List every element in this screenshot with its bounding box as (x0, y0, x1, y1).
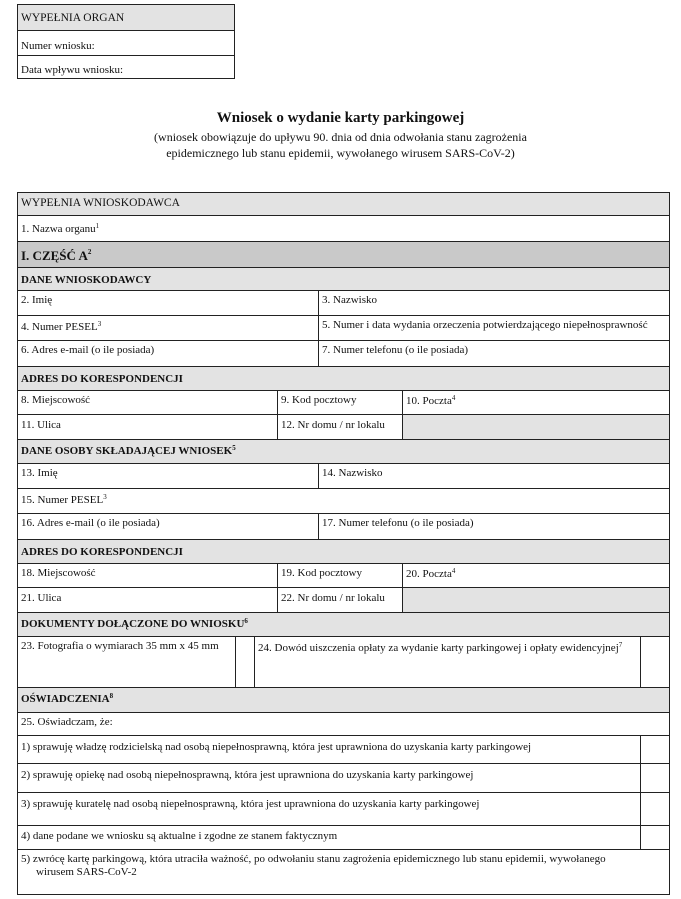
numer-wniosku-label: Numer wniosku: (21, 40, 95, 52)
footnote-mark: 5 (232, 444, 236, 452)
czesc-a-header (17, 241, 670, 268)
miejscowosc-label: 8. Miejscowość (21, 394, 91, 406)
nazwa-organu-field[interactable] (17, 215, 670, 242)
dowod-oplaty-label-cell (254, 636, 641, 688)
organ-header (17, 4, 235, 31)
adres-korespondencji-header-2 (17, 539, 670, 564)
dokumenty-header (17, 612, 670, 637)
osoba-pesel-label: 15. Numer PESEL (21, 494, 104, 506)
organ-header-text: WYPEŁNIA ORGAN (21, 12, 125, 24)
oswiadczenie-1-label: 1) sprawuję władzę rodzicielską nad osobą niepełnosprawną, która jest uprawniona do uzyskania karty parkingowej (21, 741, 532, 753)
nazwisko-field[interactable] (318, 290, 670, 316)
footnote-mark: 2 (87, 248, 92, 256)
oswiadczenie-3-checkbox[interactable] (640, 792, 670, 826)
dowod-oplaty-label: 24. Dowód uiszczenia opłaty za wydanie karty parkingowej i opłaty ewidencyjnej (258, 642, 619, 654)
kod-pocztowy-field[interactable] (277, 390, 403, 415)
kod-pocztowy-label: 9. Kod pocztowy (281, 394, 357, 406)
fotografia-checkbox[interactable] (235, 636, 255, 688)
pesel-label: 4. Numer PESEL (21, 321, 98, 333)
czesc-a-text: I. CZĘŚĆ A (21, 248, 88, 263)
osoba-imie-field[interactable] (17, 463, 319, 489)
imie-label: 2. Imię (21, 294, 53, 306)
dane-osoby-text: DANE OSOBY SKŁADAJĄCEJ WNIOSEK (21, 445, 233, 457)
subtitle-line-1: (wniosek obowiązuje do upływu 90. dnia od dnia odwołania stanu zagrożenia (154, 130, 527, 144)
ulica-field-2[interactable] (17, 587, 278, 613)
miejscowosc-field-2[interactable] (17, 563, 278, 588)
oswiadczam-label: 25. Oświadczam, że: (21, 716, 113, 728)
oswiadczenie-1-text (17, 735, 641, 764)
osoba-pesel-field[interactable] (17, 488, 670, 514)
footnote-mark: 8 (109, 692, 114, 700)
oswiadczenia-header (17, 687, 670, 713)
oswiadczenie-5-text (17, 849, 670, 895)
oswiadczenie-4-label: 4) dane podane we wniosku są aktualne i zgodne ze stanem faktycznym (21, 830, 338, 842)
nr-domu-label: 12. Nr domu / nr lokalu (281, 419, 385, 431)
miejscowosc-label: 18. Miejscowość (21, 567, 96, 579)
footnote-mark: 6 (244, 617, 248, 625)
dane-wnioskodawcy-text: DANE WNIOSKODAWCY (21, 274, 152, 286)
page-title: Wniosek o wydanie karty parkingowej (216, 110, 465, 126)
subtitle-line-2: epidemicznego lub stanu epidemii, wywołanego wirusem SARS-CoV-2) (166, 146, 515, 160)
imie-field[interactable] (17, 290, 319, 316)
osoba-nazwisko-label: 14. Nazwisko (322, 467, 383, 479)
email-label: 6. Adres e-mail (o ile posiada) (21, 344, 155, 356)
footnote-mark: 1 (95, 222, 100, 230)
orzeczenie-field[interactable] (318, 315, 670, 341)
footnote-mark: 7 (618, 641, 623, 649)
oswiadczenie-2-checkbox[interactable] (640, 763, 670, 793)
wypelnia-text: WYPEŁNIA WNIOSKODAWCA (21, 197, 180, 209)
empty-gray-cell (402, 587, 670, 613)
oswiadczenie-3-text (17, 792, 641, 826)
footnote-mark: 4 (451, 567, 456, 575)
ulica-field[interactable] (17, 414, 278, 440)
footnote-mark: 4 (451, 394, 456, 402)
osoba-email-field[interactable] (17, 513, 319, 540)
poczta-field-2[interactable] (402, 563, 670, 588)
osoba-telefon-field[interactable] (318, 513, 670, 540)
dane-wnioskodawcy-header (17, 267, 670, 291)
oswiadczenie-5-label-line2: wirusem SARS-CoV-2 (36, 866, 137, 878)
adres-korespondencji-header (17, 366, 670, 391)
nazwisko-label: 3. Nazwisko (322, 294, 377, 306)
data-wplywu-field[interactable] (17, 55, 235, 79)
nr-domu-label: 22. Nr domu / nr lokalu (281, 592, 385, 604)
osoba-telefon-label: 17. Numer telefonu (o ile posiada) (322, 517, 474, 529)
fotografia-label-cell (17, 636, 236, 688)
footnote-mark: 3 (97, 320, 102, 328)
nr-domu-field-2[interactable] (277, 587, 403, 613)
osoba-nazwisko-field[interactable] (318, 463, 670, 489)
oswiadczenia-text: OŚWIADCZENIA (21, 693, 110, 705)
oswiadczenie-4-text (17, 825, 641, 850)
kod-pocztowy-field-2[interactable] (277, 563, 403, 588)
osoba-email-label: 16. Adres e-mail (o ile posiada) (21, 517, 160, 529)
osoba-imie-label: 13. Imię (21, 467, 58, 479)
adres-header-text: ADRES DO KORESPONDENCJI (21, 373, 183, 385)
poczta-label: 20. Poczta (406, 568, 452, 580)
oswiadczenie-2-text (17, 763, 641, 793)
dowod-oplaty-checkbox[interactable] (640, 636, 670, 688)
telefon-field[interactable] (318, 340, 670, 367)
data-wplywu-label: Data wpływu wniosku: (21, 64, 124, 76)
oswiadczam-row (17, 712, 670, 736)
oswiadczenie-5-label-line1: 5) zwrócę kartę parkingową, która utraciła ważność, po odwołaniu stanu zagrożenia epidemicznego lub stanu epidemii, wywołanego (21, 853, 606, 865)
orzeczenie-label: 5. Numer i data wydania orzeczenia potwierdzającego niepełnosprawność (322, 319, 648, 331)
footnote-mark: 3 (103, 493, 107, 501)
pesel-field[interactable] (17, 315, 319, 341)
empty-gray-cell (402, 414, 670, 440)
telefon-label: 7. Numer telefonu (o ile posiada) (322, 344, 469, 356)
wypelnia-wnioskodawca-header (17, 192, 670, 216)
oswiadczenie-1-checkbox[interactable] (640, 735, 670, 764)
fotografia-label: 23. Fotografia o wymiarach 35 mm x 45 mm (21, 640, 219, 652)
oswiadczenie-2-label: 2) sprawuję opiekę nad osobą niepełnosprawną, która jest uprawniona do uzyskania karty parkingowej (21, 769, 474, 781)
nazwa-organu-label: 1. Nazwa organu (21, 223, 96, 235)
ulica-label: 11. Ulica (21, 419, 61, 431)
nr-domu-field[interactable] (277, 414, 403, 440)
adres-header-text: ADRES DO KORESPONDENCJI (21, 546, 183, 558)
kod-pocztowy-label: 19. Kod pocztowy (281, 567, 362, 579)
oswiadczenie-4-checkbox[interactable] (640, 825, 670, 850)
miejscowosc-field[interactable] (17, 390, 278, 415)
numer-wniosku-field[interactable] (17, 30, 235, 56)
ulica-label: 21. Ulica (21, 592, 62, 604)
dokumenty-text: DOKUMENTY DOŁĄCZONE DO WNIOSKU (21, 618, 245, 630)
poczta-field[interactable] (402, 390, 670, 415)
email-field[interactable] (17, 340, 319, 367)
dane-osoby-header (17, 439, 670, 464)
oswiadczenie-3-label: 3) sprawuję kuratelę nad osobą niepełnosprawną, która jest uprawniona do uzyskania karty parkingowej (21, 798, 480, 810)
poczta-label: 10. Poczta (406, 395, 452, 407)
